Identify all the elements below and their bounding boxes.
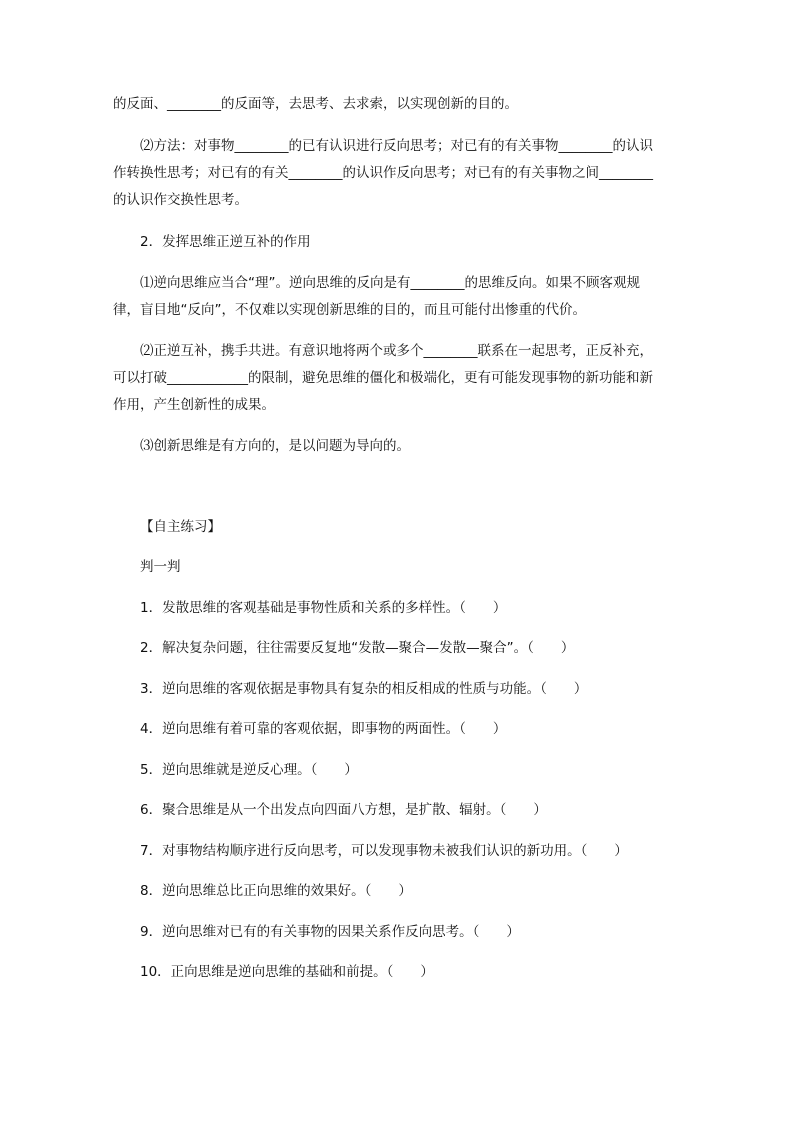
paragraph-line: ⑴逆向思维应当合“理”。逆向思维的反向是有________的思维反向。如果不顾客观规 — [140, 275, 640, 291]
section-title: 【自主练习】 — [140, 519, 221, 535]
question-item: 1．发散思维的客观基础是事物性质和关系的多样性。（ ） — [140, 600, 507, 616]
question-item: 4．逆向思维有着可靠的客观依据，即事物的两面性。（ ） — [140, 721, 507, 737]
subsection-title: 判一判 — [140, 559, 181, 575]
paragraph-line: 律，盲目地“反向”，不仅难以实现创新思维的目的，而且可能付出惨重的代价。 — [113, 302, 586, 318]
question-item: 3．逆向思维的客观依据是事物具有复杂的相反相成的性质与功能。（ ） — [140, 681, 588, 697]
question-item: 7．对事物结构顺序进行反向思考，可以发现事物未被我们认识的新功用。（ ） — [140, 843, 628, 859]
paragraph-line: 的认识作交换性思考。 — [113, 192, 248, 208]
question-item: 5．逆向思维就是逆反心理。（ ） — [140, 762, 358, 778]
question-item: 10．正向思维是逆向思维的基础和前提。（ ） — [140, 964, 434, 980]
paragraph-line: ⑵正逆互补，携手共进。有意识地将两个或多个________联系在一起思考，正反补充， — [140, 343, 653, 359]
paragraph-line: 作转换性思考；对已有的有关________的认识作反向思考；对已有的有关事物之间________ — [113, 165, 653, 181]
paragraph-line: ⑶创新思维是有方向的，是以问题为导向的。 — [140, 438, 410, 454]
question-item: 9．逆向思维对已有的有关事物的因果关系作反向思考。（ ） — [140, 924, 520, 940]
question-item: 6．聚合思维是从一个出发点向四面八方想，是扩散、辐射。（ ） — [140, 802, 547, 818]
paragraph-line: ⑵方法：对事物________的已有认识进行反向思考；对已有的有关事物________的认识 — [140, 138, 653, 154]
paragraph-line: 作用，产生创新性的成果。 — [113, 397, 275, 413]
section-heading: 2．发挥思维正逆互补的作用 — [140, 234, 311, 250]
question-item: 2．解决复杂问题，往往需要反复地“发散—聚合—发散—聚合”。（ ） — [140, 640, 575, 656]
paragraph-line: 的反面、________的反面等，去思考、去求索，以实现创新的目的。 — [113, 96, 518, 112]
paragraph-line: 可以打破____________的限制，避免思维的僵化和极端化，更有可能发现事物的新功能和新 — [113, 370, 653, 386]
question-item: 8．逆向思维总比正向思维的效果好。（ ） — [140, 883, 412, 899]
